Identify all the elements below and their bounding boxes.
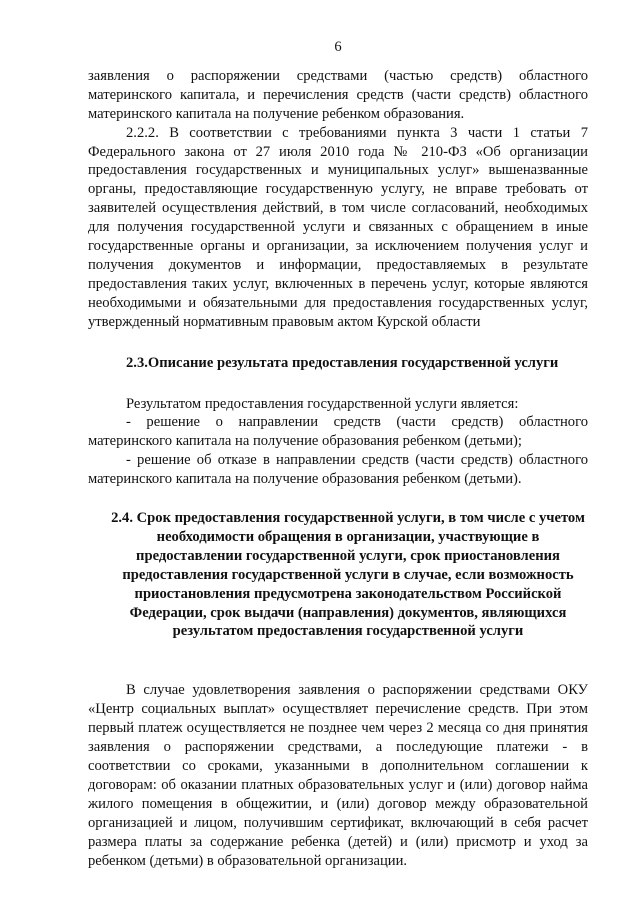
result-item-2: - решение об отказе в направлении средств (части средств) областного материнского капитала на получение образования ребенком (детьми). xyxy=(88,452,588,488)
page-number: 6 xyxy=(334,39,342,55)
result-intro: Результатом предоставления государственной услуги является: xyxy=(126,395,519,412)
paragraph-term: В случае удовлетворения заявления о распоряжении средствами ОКУ «Центр социальных выплат» осуществляет перечисление средств. При этом первый платеж осуществляется не позднее чем через 2 месяца со дня принятия заявления о распоряжении средствами, а последующие платежи - в соответствии со сроками, указанными в дополнительном соглашении к договорам: об оказании платных образовательных услуг и (или) договор найма жилого помещения в общежитии, и (или) договор между образовательной организацией и лицом, получившим сертификат, включающий в себя расчет размера платы за содержание ребенка (детей) и (или) присмотр и уход за ребенком (детьми) в образовательной организации. xyxy=(88,682,588,869)
result-item-1: - решение о направлении средств (части средств) областного материнского капитала на получение образования ребенком (детьми); xyxy=(88,414,588,450)
paragraph-continuation: заявления о распоряжении средствами (частью средств) областного материнского капитала, и перечисления средств (части средств) областного материнского капитала на получение ребенком образования. xyxy=(88,67,588,122)
section-heading-2-3: 2.3.Описание результата предоставления государственной услуги xyxy=(126,354,559,371)
section-heading-2-4: 2.4. Срок предоставления государственной услуги, в том числе с учетом необходимости обращения в организации, участвующие в предоставлении государственной услуги, срок приостановления предоставления государственной услуги в случае, если возможность приостановления предусмотрена законодательством Российской Федерации, срок выдачи (направления) документов, являющихся результатом предоставления государственной услуги xyxy=(111,510,585,640)
paragraph-2-2-2: 2.2.2. В соответствии с требованиями пункта 3 части 1 статьи 7 Федерального закона от 27 июля 2010 года № 210-ФЗ «Об организации предоставления государственных и муниципальных услуг» вышеназванные органы, предоставляющие государственную услугу, не вправе требовать от заявителей осуществления действий, в том числе согласований, необходимых для получения государственной услуги и связанных с обращением в иные государственные органы и организации, за исключением получения услуг и получения документов и информации, предоставляемых в результате предоставления таких услуг, включенных в перечень услуг, которые являются необходимыми и обязательными для предоставления государственных услуг, утвержденный нормативным правовым актом Курской области xyxy=(88,124,588,330)
